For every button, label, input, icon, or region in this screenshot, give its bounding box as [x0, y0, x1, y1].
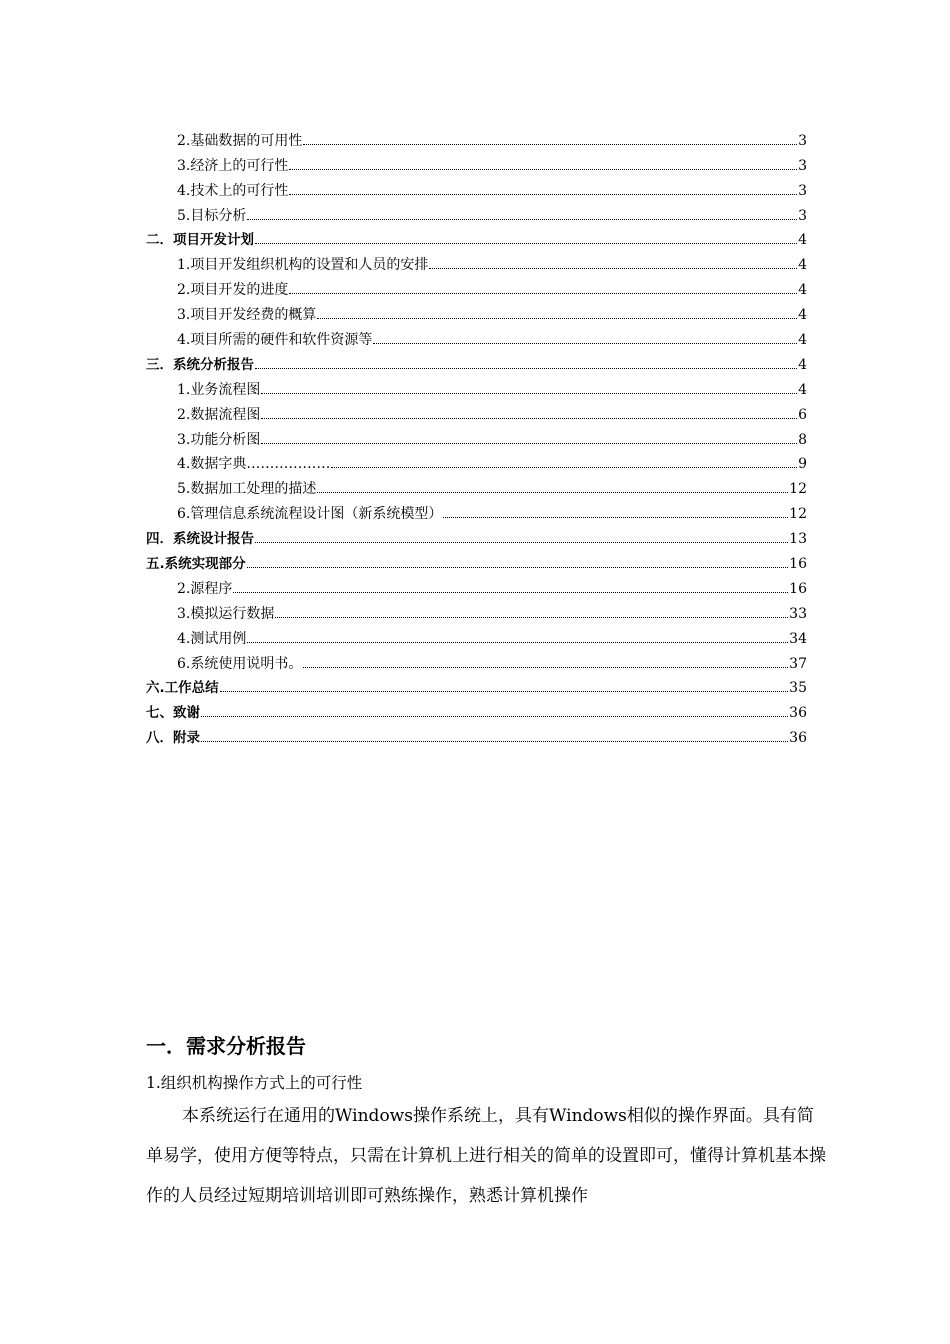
toc-entry-label: 2.基础数据的可用性	[177, 132, 303, 149]
toc-entry[interactable]	[0, 398, 950, 423]
toc-entry-label: 1.业务流程图	[177, 381, 261, 398]
toc-entry[interactable]	[0, 448, 950, 473]
toc-entry-label: 6.系统使用说明书。	[177, 655, 303, 672]
toc-dot-leader	[255, 242, 797, 244]
toc-entry-label: 2.数据流程图	[177, 406, 261, 423]
toc-entry-page: 36	[789, 730, 807, 747]
toc-dot-leader	[201, 715, 788, 717]
toc-entry-page: 4	[798, 232, 807, 249]
toc-entry-page: 4	[798, 257, 807, 274]
toc-dot-leader	[289, 193, 797, 195]
toc-dot-leader	[261, 392, 797, 394]
toc-entry-label: 2.项目开发的进度	[177, 282, 289, 299]
toc-entry[interactable]	[0, 472, 950, 497]
toc-entry-label: 八．附录	[146, 730, 200, 747]
toc-entry[interactable]	[0, 298, 950, 323]
toc-dot-leader	[275, 616, 788, 618]
toc-entry[interactable]	[0, 721, 950, 746]
toc-entry-page: 34	[789, 630, 807, 647]
toc-entry-page: 3	[798, 157, 807, 174]
toc-entry-label: 3.项目开发经费的概算	[177, 307, 317, 324]
toc-entry-page: 16	[789, 580, 807, 597]
toc-entry[interactable]	[0, 224, 950, 249]
toc-entry-label: 六.工作总结	[146, 680, 219, 697]
toc-dot-leader	[247, 641, 788, 643]
toc-entry[interactable]	[0, 199, 950, 224]
toc-entry-page: 16	[789, 556, 807, 573]
toc-entry[interactable]	[0, 647, 950, 672]
toc-dot-leader	[201, 740, 788, 742]
toc-entry-page: 12	[789, 481, 807, 498]
toc-entry-label: 4.测试用例	[177, 630, 247, 647]
toc-entry[interactable]	[0, 348, 950, 373]
body-paragraph-text: 本系统运行在通用的Windows操作系统上，具有Windows相似的操作界面。具有简单易学，使用方便等特点，只需在计算机上进行相关的简单的设置即可，懂得计算机基本操作的人员经过短期培训培训即可熟练操作，熟悉计算机操作	[146, 1106, 826, 1206]
toc-entry-label: 3.功能分析图	[177, 431, 261, 448]
toc-dot-leader	[247, 566, 789, 568]
toc-dot-leader	[429, 267, 797, 269]
toc-dot-leader	[233, 591, 788, 593]
toc-entry-page: 33	[789, 605, 807, 622]
toc-dot-leader	[317, 317, 797, 319]
toc-dot-leader	[317, 491, 788, 493]
toc-entry[interactable]	[0, 622, 950, 647]
toc-entry[interactable]	[0, 149, 950, 174]
toc-entry-label: 二．项目开发计划	[146, 232, 254, 249]
toc-entry-label: 三．系统分析报告	[146, 356, 254, 373]
toc-entry-label: 七、致谢	[146, 705, 200, 722]
toc-entry[interactable]	[0, 522, 950, 547]
toc-entry-page: 3	[798, 182, 807, 199]
toc-entry[interactable]	[0, 248, 950, 273]
toc-dot-leader	[373, 342, 797, 344]
toc-dot-leader	[247, 218, 797, 220]
toc-entry-page: 8	[798, 431, 807, 448]
toc-entry-label: 3.经济上的可行性	[177, 157, 289, 174]
toc-entry[interactable]	[0, 124, 950, 149]
toc-entry-label: 4.技术上的可行性	[177, 182, 289, 199]
toc-dot-leader	[220, 690, 789, 692]
toc-entry-page: 4	[798, 332, 807, 349]
toc-entry-label: 4.数据字典………………	[177, 456, 331, 473]
toc-entry-page: 13	[789, 531, 807, 548]
toc-entry[interactable]	[0, 174, 950, 199]
toc-entry-label: 四．系统设计报告	[146, 531, 254, 548]
toc-entry[interactable]	[0, 572, 950, 597]
toc-entry-page: 4	[798, 356, 807, 373]
toc-entry-label: 1.项目开发组织机构的设置和人员的安排	[177, 257, 429, 274]
toc-dot-leader	[255, 541, 788, 543]
toc-entry[interactable]	[0, 696, 950, 721]
toc-dot-leader	[255, 367, 797, 369]
toc-dot-leader	[289, 292, 797, 294]
toc-entry-page: 4	[798, 381, 807, 398]
toc-entry-label: 4.项目所需的硬件和软件资源等	[177, 332, 373, 349]
toc-entry-label: 五.系统实现部分	[146, 556, 246, 573]
toc-dot-leader	[303, 143, 797, 145]
body-paragraph	[146, 1096, 826, 1216]
toc-entry[interactable]	[0, 423, 950, 448]
toc-entry-label: 5.数据加工处理的描述	[177, 481, 317, 498]
toc-entry[interactable]	[0, 273, 950, 298]
toc-entry-page: 3	[798, 132, 807, 149]
toc-dot-leader	[443, 516, 788, 518]
toc-entry-label: 3.模拟运行数据	[177, 605, 275, 622]
section-subheading: 1.组织机构操作方式上的可行性	[146, 1074, 363, 1092]
toc-entry-label: 6.管理信息系统流程设计图（新系统模型）	[177, 506, 443, 523]
toc-dot-leader	[261, 442, 797, 444]
toc-dot-leader	[331, 466, 797, 468]
toc-entry[interactable]	[0, 323, 950, 348]
toc-entry-page: 35	[789, 680, 807, 697]
toc-entry[interactable]	[0, 597, 950, 622]
toc-dot-leader	[261, 417, 797, 419]
toc-entry-page: 12	[789, 506, 807, 523]
table-of-contents	[0, 124, 950, 746]
toc-entry[interactable]	[0, 672, 950, 697]
toc-entry-page: 3	[798, 207, 807, 224]
toc-entry-page: 36	[789, 705, 807, 722]
toc-dot-leader	[289, 168, 797, 170]
toc-entry-page: 37	[789, 655, 807, 672]
toc-entry-page: 4	[798, 307, 807, 324]
toc-entry-label: 5.目标分析	[177, 207, 247, 224]
toc-entry[interactable]	[0, 497, 950, 522]
toc-entry[interactable]	[0, 547, 950, 572]
toc-entry-page: 4	[798, 282, 807, 299]
section-heading: 一．需求分析报告	[146, 1034, 306, 1058]
toc-entry-page: 6	[798, 406, 807, 423]
toc-dot-leader	[303, 666, 788, 668]
toc-entry[interactable]	[0, 373, 950, 398]
toc-entry-label: 2.源程序	[177, 580, 233, 597]
toc-entry-page: 9	[798, 456, 807, 473]
